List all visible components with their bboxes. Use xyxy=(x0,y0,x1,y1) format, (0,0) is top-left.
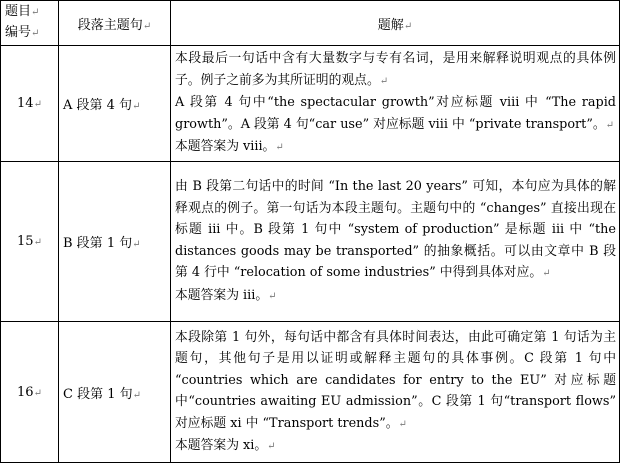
paragraph-mark-icon: ↵ xyxy=(132,101,141,112)
topic-sentence-cell xyxy=(59,162,171,322)
header-explanation-label: 题解 xyxy=(377,17,404,33)
table-row xyxy=(1,322,620,463)
question-number-cell xyxy=(1,322,59,463)
topic-sentence: A 段第 4 句 xyxy=(63,98,133,113)
explanation-paragraph: A 段第 4 句中“the spectacular growth”对应标题 viii 中 “The rapid growth”。A 段第 4 句“car use” 对应标题 viii 中 “private transport”。↵ xyxy=(175,95,616,132)
paragraph-mark-icon: ↵ xyxy=(275,142,284,154)
topic-sentence: C 段第 1 句 xyxy=(63,386,133,402)
header-question-number-line2: 编号 xyxy=(5,25,32,40)
paragraph-mark-icon: ↵ xyxy=(403,20,413,32)
paragraph-mark-icon: ↵ xyxy=(31,7,40,18)
paragraph-mark-icon: ↵ xyxy=(379,75,389,87)
question-number: 16 xyxy=(17,384,34,400)
question-number-cell xyxy=(1,46,59,162)
header-topic-sentence-label: 段落主题句 xyxy=(77,17,143,33)
paragraph-mark-icon: ↵ xyxy=(31,28,40,39)
explanation-paragraph: 本段最后一句话中含有大量数字与专有名词，是用来解释说明观点的具体例子。例子之前多为其所证明的观点。↵ xyxy=(175,51,616,88)
topic-sentence-cell xyxy=(59,46,171,162)
paragraph-mark-icon: ↵ xyxy=(33,387,42,399)
paragraph-mark-icon: ↵ xyxy=(398,418,407,430)
explanation-paragraph: 本段除第 1 句外，每句话中都含有具体时间表达，由此可确定第 1 句话为主题句，其他句子是用以证明或解释主题句的具体事例。C 段第 1 句中 “countries which are candidates for entry to the EU” 对应标题中“countries awaiting EU admission”。C 段第 1 句“transport flows” 对应标题 xi 中 “Transport trends”。↵ xyxy=(175,329,616,431)
explanation-cell xyxy=(171,162,620,322)
explanation-cell xyxy=(171,322,620,463)
paragraph-mark-icon: ↵ xyxy=(542,268,551,279)
explanation-cell xyxy=(171,46,620,162)
paragraph-mark-icon: ↵ xyxy=(605,119,615,131)
paragraph-mark-icon: ↵ xyxy=(33,99,42,110)
explanation-answer: 本题答案为 iii。↵ xyxy=(175,287,277,303)
explanation-answer: 本题答案为 viii。↵ xyxy=(175,139,284,155)
paragraph-mark-icon: ↵ xyxy=(33,237,42,248)
explanation-answer: 本题答案为 xi。↵ xyxy=(175,438,276,453)
explanation-paragraph: 由 B 段第二句话中的时间 “In the last 20 years” 可知，本句应为具体的解释观点的例子。第一句话为本段主题句。主题句中的 “changes” 直接出现在标题 iii 中。B 段第 1 句中 “system of production” 是标题 iii 中 “the distances goods may be transported” 的抽象概括。可以由文章中 B 段第 4 行中 “relocation of some industries” 中得到具体对应。↵ xyxy=(175,179,616,280)
header-question-number xyxy=(1,1,59,46)
question-number: 15 xyxy=(17,234,34,249)
question-number: 14 xyxy=(17,96,34,111)
table-header-row xyxy=(1,1,620,46)
paragraph-mark-icon: ↵ xyxy=(142,20,152,32)
question-number-cell xyxy=(1,162,59,322)
paragraph-mark-icon: ↵ xyxy=(132,239,141,250)
paragraph-mark-icon: ↵ xyxy=(268,290,277,302)
topic-sentence-cell xyxy=(59,322,171,463)
header-explanation xyxy=(171,1,620,46)
paragraph-mark-icon: ↵ xyxy=(267,441,276,452)
topic-sentence: B 段第 1 句 xyxy=(63,236,133,251)
table-row xyxy=(1,46,620,162)
paragraph-mark-icon: ↵ xyxy=(132,389,142,401)
header-question-number-line1: 题目 xyxy=(5,4,32,19)
header-topic-sentence xyxy=(59,1,171,46)
table-row xyxy=(1,162,620,322)
